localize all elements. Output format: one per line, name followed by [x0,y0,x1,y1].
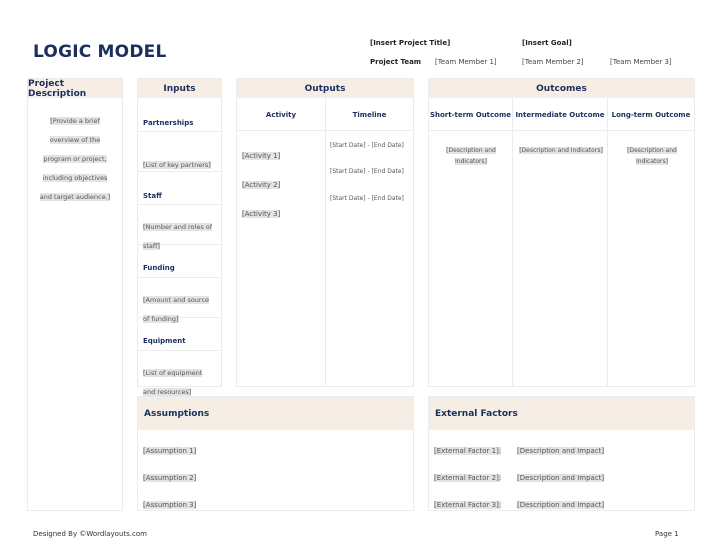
external-factors-heading: External Factors [429,397,694,430]
external-factor-3-desc[interactable]: [Description and Impact] [517,501,605,509]
page-title: LOGIC MODEL [33,42,167,62]
inputs-panel [137,78,222,396]
activity-2[interactable]: [Activity 2] [242,181,281,189]
inputs-equipment-label-cell [138,318,221,351]
inputs-funding-value-cell [138,278,221,323]
outcomes-panel [428,78,695,387]
intermediate-outcome-value[interactable]: [Description and Indicators] [519,147,603,154]
long-term-outcome-value[interactable]: [Description and Indicators] [627,147,677,165]
goal-field[interactable]: [Insert Goal] [522,39,572,47]
external-factor-3[interactable]: [External Factor 3]: [434,501,502,509]
assumption-2[interactable]: [Assumption 2] [143,474,197,482]
external-factors-panel [428,396,695,511]
equipment-label: Equipment [143,337,186,345]
team-member-2[interactable]: [Team Member 2] [522,58,584,66]
external-factor-1[interactable]: [External Factor 1]: [434,447,502,455]
intermediate-outcome-header: Intermediate Outcome [515,111,605,119]
external-factor-2-desc[interactable]: [Description and Impact] [517,474,605,482]
team-member-1[interactable]: [Team Member 1] [435,58,497,66]
project-team-label: Project Team [370,58,422,66]
outcomes-heading: Outcomes [429,79,694,98]
outputs-heading: Outputs [237,79,413,98]
inputs-heading: Inputs [138,79,221,98]
inputs-equipment-value-cell [138,351,221,396]
project-description-heading: Project Description [28,79,122,98]
inputs-staff-label-cell [138,172,221,205]
funding-label: Funding [143,264,175,272]
staff-label: Staff [143,192,162,200]
assumptions-panel [137,396,414,511]
page-number: Page 1 [655,530,679,538]
activity-3[interactable]: [Activity 3] [242,210,281,218]
assumption-3[interactable]: [Assumption 3] [143,501,197,509]
project-title-field[interactable]: [Insert Project Title] [370,39,451,47]
equipment-value[interactable]: [List of equipment and resources] [143,369,203,396]
long-term-outcome-header: Long-term Outcome [611,111,691,119]
partnerships-value[interactable]: [List of key partners] [143,161,211,169]
staff-value[interactable]: [Number and roles of staff] [143,223,213,250]
partnerships-label: Partnerships [143,119,194,127]
funding-value[interactable]: [Amount and source of funding] [143,296,210,323]
outputs-panel [236,78,414,387]
assumptions-heading: Assumptions [138,397,413,430]
external-factor-2[interactable]: [External Factor 2]: [434,474,502,482]
short-term-outcome-value[interactable]: [Description and Indicators] [446,147,496,165]
project-description-panel [27,78,123,511]
footer-credit: Designed By ©Wordlayouts.com [33,530,147,538]
team-member-3[interactable]: [Team Member 3] [610,58,672,66]
external-factor-1-desc[interactable]: [Description and Impact] [517,447,605,455]
short-term-outcome-header: Short-term Outcome [429,111,512,119]
inputs-staff-value-cell [138,205,221,250]
assumption-1[interactable]: [Assumption 1] [143,447,197,455]
inputs-partnerships-value-cell [138,132,221,172]
timeline-3[interactable]: [Start Date] - [End Date] [330,195,404,202]
timeline-column-header: Timeline [352,111,387,119]
project-description-text[interactable]: [Provide a brief overview of the program or project, including objectives and target audience.] [39,117,111,201]
activity-column-header: Activity [265,111,297,119]
timeline-1[interactable]: [Start Date] - [End Date] [330,142,404,149]
inputs-funding-label-cell [138,245,221,278]
timeline-2[interactable]: [Start Date] - [End Date] [330,168,404,175]
activity-1[interactable]: [Activity 1] [242,152,281,160]
inputs-partnerships-label-cell [138,98,221,132]
